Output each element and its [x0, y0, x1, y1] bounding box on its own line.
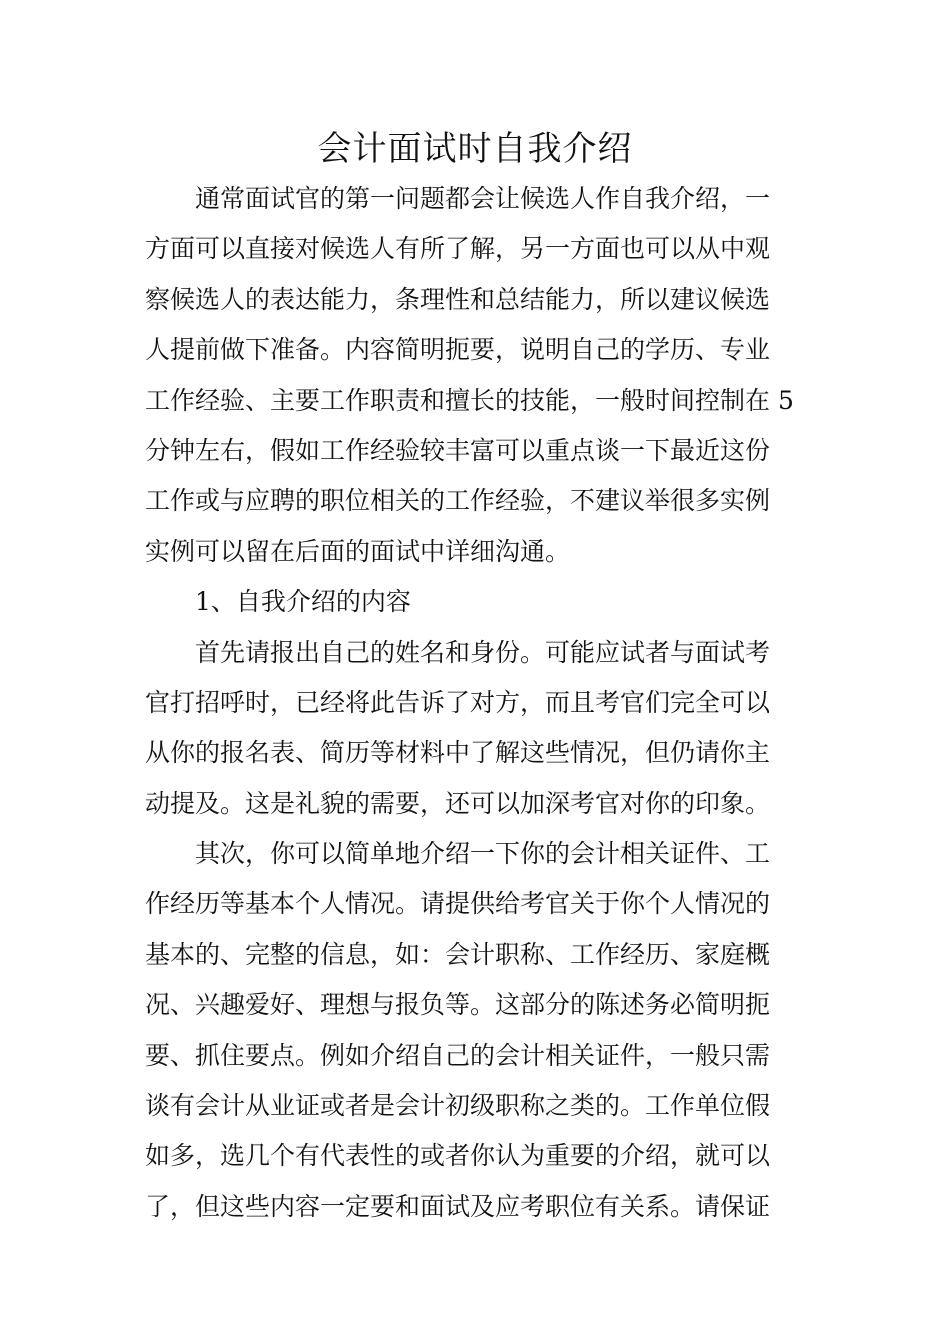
text-line: 首先请报出自己的姓名和身份。可能应试者与面试考 — [145, 637, 771, 667]
document-title: 会计面试时自我介绍 — [317, 129, 633, 169]
text-line: 工作经验、主要工作职责和擅长的技能，一般时间控制在 5 — [145, 385, 794, 415]
text-line: 工作或与应聘的职位相关的工作经验，不建议举很多实例 — [145, 486, 771, 516]
text-line: 1、自我介绍的内容 — [145, 587, 411, 617]
text-line: 官打招呼时，已经将此告诉了对方，而且考官们完全可以 — [145, 687, 771, 717]
text-line: 谈有会计从业证或者是会计初级职称之类的。工作单位假 — [145, 1091, 771, 1121]
text-line: 要、抓住要点。例如介绍自己的会计相关证件，一般只需 — [145, 1040, 771, 1070]
document-body — [145, 174, 810, 1232]
text-line: 况、兴趣爱好、理想与报负等。这部分的陈述务必简明扼 — [145, 990, 771, 1020]
text-line: 了，但这些内容一定要和面试及应考职位有关系。请保证 — [145, 1191, 771, 1221]
text-line: 通常面试官的第一问题都会让候选人作自我介绍，一 — [145, 184, 771, 213]
text-line: 其次，你可以简单地介绍一下你的会计相关证件、工 — [145, 839, 771, 869]
text-line: 动提及。这是礼貌的需要，还可以加深考官对你的印象。 — [145, 788, 771, 818]
text-line: 察候选人的表达能力，条理性和总结能力，所以建议候选 — [145, 284, 771, 314]
text-line: 人提前做下准备。内容简明扼要，说明自己的学历、专业 — [145, 335, 771, 365]
text-line: 分钟左右，假如工作经验较丰富可以重点谈一下最近这份 — [145, 435, 771, 465]
text-line: 如多，选几个有代表性的或者你认为重要的介绍，就可以 — [145, 1141, 771, 1171]
text-line: 从你的报名表、简历等材料中了解这些情况，但仍请你主 — [145, 738, 771, 768]
text-line: 方面可以直接对候选人有所了解，另一方面也可以从中观 — [145, 234, 771, 264]
text-line: 作经历等基本个人情况。请提供给考官关于你个人情况的 — [145, 889, 771, 919]
text-line: 实例可以留在后面的面试中详细沟通。 — [145, 536, 571, 566]
text-line: 基本的、完整的信息，如：会计职称、工作经历、家庭概 — [145, 939, 771, 969]
